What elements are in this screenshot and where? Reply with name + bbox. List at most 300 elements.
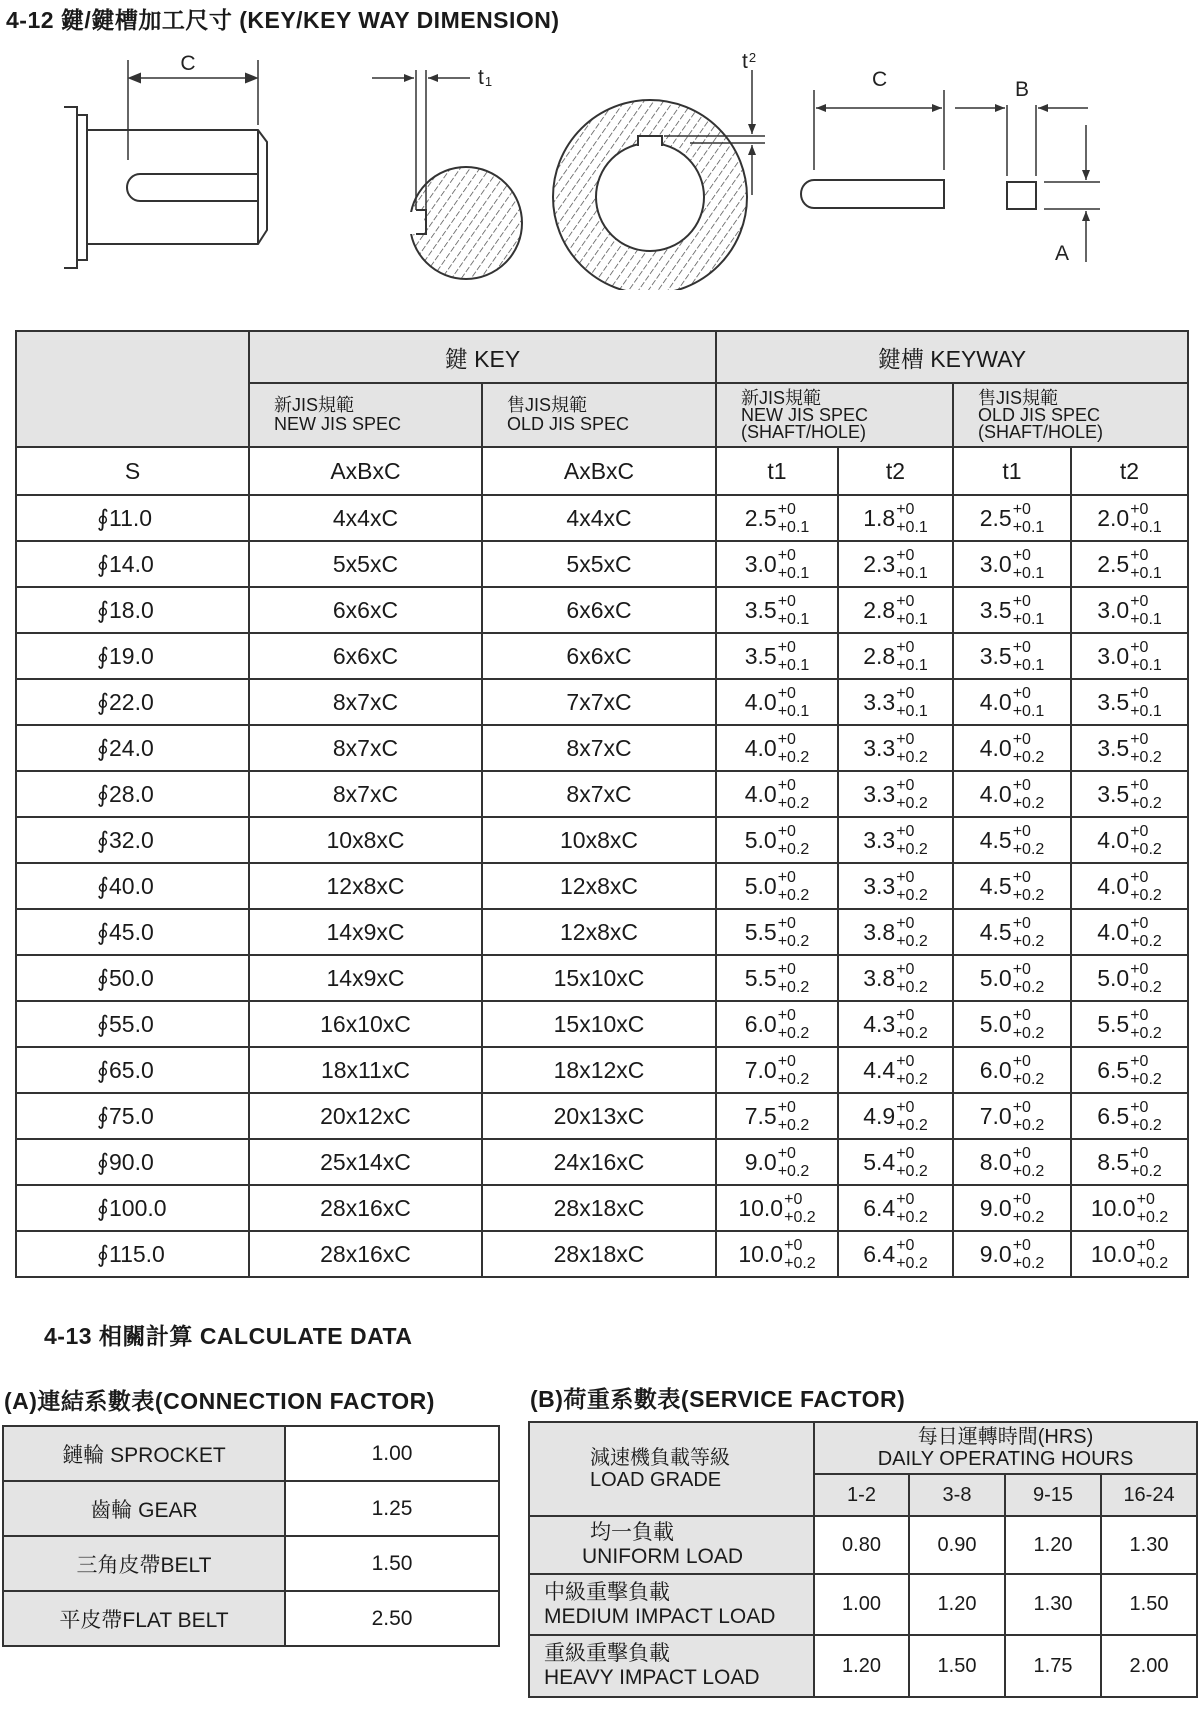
new-t1-cell: [716, 955, 838, 1001]
nominal-value: 5.0: [979, 964, 1012, 991]
toleranced-value: [863, 686, 928, 719]
old-t2-cell: [1071, 909, 1188, 955]
upper-tolerance: +0: [896, 914, 915, 932]
new-t1-cell: [716, 1047, 838, 1093]
table-row: [3, 1536, 499, 1591]
old-key-size-cell: 6x6xC: [482, 587, 716, 633]
service-factor-cell: 1.00: [814, 1574, 909, 1635]
shaft-diameter-cell: ∮22.0: [16, 679, 249, 725]
toleranced-value: [980, 1238, 1045, 1271]
lower-tolerance: +0.2: [896, 978, 928, 996]
lower-tolerance: +0.2: [896, 1162, 928, 1180]
new-t1-cell: [716, 725, 838, 771]
old-t1-cell: [953, 587, 1071, 633]
nominal-value: 5.0: [1097, 964, 1130, 991]
service-factor-cell: 2.00: [1101, 1635, 1197, 1697]
service-factor-table: [528, 1421, 1198, 1698]
load-type-english: UNIFORM LOAD: [582, 1545, 744, 1568]
table-row: [16, 679, 1188, 725]
old-t2-cell: [1071, 1047, 1188, 1093]
new-key-size-cell: 18x11xC: [249, 1047, 482, 1093]
old-t1-cell: [953, 955, 1071, 1001]
old-t2-cell: [1071, 863, 1188, 909]
table-row: [529, 1635, 1197, 1697]
new-t2-cell: [838, 587, 953, 633]
tolerance-stack: [896, 1192, 928, 1225]
lower-tolerance: +0.2: [1136, 1208, 1169, 1226]
old-t1-cell: [953, 1001, 1071, 1047]
toleranced-value: [980, 778, 1045, 811]
upper-tolerance: +0: [1130, 1098, 1149, 1116]
old-t2-cell: [1071, 817, 1188, 863]
shaft-diameter-cell: ∮11.0: [16, 495, 249, 541]
table-row: [16, 771, 1188, 817]
nominal-value: 7.0: [979, 1102, 1012, 1129]
upper-tolerance: +0: [896, 730, 915, 748]
nominal-value: 3.0: [1097, 642, 1130, 669]
old-key-size-cell: 28x18xC: [482, 1231, 716, 1277]
tolerance-stack: [1013, 1192, 1045, 1225]
table-row: [16, 863, 1188, 909]
toleranced-value: [1097, 732, 1162, 765]
tolerance-stack: [1013, 1008, 1045, 1041]
nominal-value: 2.8: [863, 642, 896, 669]
lower-tolerance: +0.2: [1012, 840, 1045, 858]
upper-tolerance: +0: [1130, 1052, 1149, 1070]
nominal-value: 4.0: [979, 780, 1012, 807]
old-key-size-cell: 18x12xC: [482, 1047, 716, 1093]
upper-tolerance: +0: [896, 500, 915, 518]
new-t1-cell: [716, 1001, 838, 1047]
lower-tolerance: +0.2: [777, 886, 810, 904]
tolerance-stack: [1130, 778, 1162, 811]
shaft-diameter-cell: ∮14.0: [16, 541, 249, 587]
col-axbxc-new-header: AxBxC: [249, 447, 482, 495]
tolerance-stack: [1013, 916, 1045, 949]
nominal-value: 3.0: [1097, 596, 1130, 623]
service-factor-cell: 1.50: [1101, 1574, 1197, 1635]
tolerance-stack: [1130, 1100, 1162, 1133]
upper-tolerance: +0: [1012, 638, 1031, 656]
toleranced-value: [738, 1238, 815, 1271]
toleranced-value: [745, 1146, 810, 1179]
nominal-value: 10.0: [1090, 1194, 1136, 1221]
lower-tolerance: +0.2: [1012, 1162, 1045, 1180]
old-key-size-cell: 6x6xC: [482, 633, 716, 679]
old-key-size-cell: 12x8xC: [482, 863, 716, 909]
upper-tolerance: +0: [1012, 730, 1031, 748]
upper-tolerance: +0: [1136, 1190, 1155, 1208]
new-key-size-cell: 5x5xC: [249, 541, 482, 587]
old-t1-cell: [953, 1047, 1071, 1093]
col-t2-old-header: t2: [1071, 447, 1188, 495]
toleranced-value: [1097, 686, 1162, 719]
new-t1-cell: [716, 771, 838, 817]
connection-factor-cell: 1.25: [285, 1481, 499, 1536]
toleranced-value: [980, 686, 1045, 719]
upper-tolerance: +0: [777, 500, 796, 518]
service-factor-cell: 1.50: [909, 1635, 1005, 1697]
toleranced-value: [980, 640, 1045, 673]
toleranced-value: [745, 1100, 810, 1133]
service-factor-cell: 1.20: [909, 1574, 1005, 1635]
toleranced-value: [863, 870, 928, 903]
nominal-value: 4.0: [1097, 872, 1130, 899]
lower-tolerance: +0.1: [1012, 610, 1045, 628]
old-t2-cell: [1071, 1139, 1188, 1185]
tolerance-stack: [1013, 778, 1045, 811]
new-t1-cell: [716, 863, 838, 909]
nominal-value: 3.0: [979, 550, 1012, 577]
nominal-value: 4.4: [863, 1056, 896, 1083]
lower-tolerance: +0.2: [1130, 886, 1162, 904]
old-t2-cell: [1071, 725, 1188, 771]
upper-tolerance: +0: [896, 1144, 915, 1162]
connection-type-cell: 齒輪 GEAR: [3, 1481, 285, 1536]
upper-tolerance: +0: [896, 684, 915, 702]
tolerance-stack: [1013, 1238, 1045, 1271]
lower-tolerance: +0.2: [1012, 932, 1045, 950]
toleranced-value: [980, 1054, 1045, 1087]
nominal-value: 4.0: [1097, 918, 1130, 945]
old-jis-key-header: 售JIS規範 OLD JIS SPEC: [482, 383, 716, 447]
toleranced-value: [980, 1100, 1045, 1133]
nominal-value: 4.0: [979, 688, 1012, 715]
new-t2-cell: [838, 1231, 953, 1277]
old-t1-cell: [953, 1231, 1071, 1277]
old-key-size-cell: 5x5xC: [482, 541, 716, 587]
upper-tolerance: +0: [1130, 500, 1149, 518]
toleranced-value: [745, 1008, 810, 1041]
new-t2-cell: [838, 1093, 953, 1139]
tolerance-stack: [1013, 594, 1045, 627]
col-t1-new-header: t1: [716, 447, 838, 495]
load-type-english: MEDIUM IMPACT LOAD: [544, 1604, 776, 1628]
toleranced-value: [980, 732, 1045, 765]
service-factor-cell: 0.90: [909, 1516, 1005, 1574]
upper-tolerance: +0: [777, 684, 796, 702]
upper-tolerance: +0: [1012, 684, 1031, 702]
tolerance-stack: [778, 732, 810, 765]
tolerance-stack: [1137, 1238, 1169, 1271]
upper-tolerance: +0: [1012, 1236, 1031, 1254]
nominal-value: 2.5: [1097, 550, 1130, 577]
nominal-value: 3.5: [1097, 734, 1130, 761]
new-t1-cell: [716, 633, 838, 679]
tolerance-stack: [778, 1054, 810, 1087]
upper-tolerance: +0: [777, 1006, 796, 1024]
upper-tolerance: +0: [777, 730, 796, 748]
connection-type-cell: 三角皮帶BELT: [3, 1536, 285, 1591]
nominal-value: 5.5: [744, 964, 777, 991]
new-t1-cell: [716, 587, 838, 633]
load-type-cell: [529, 1574, 814, 1635]
old-key-size-cell: 10x8xC: [482, 817, 716, 863]
new-t2-cell: [838, 1185, 953, 1231]
new-key-size-cell: 8x7xC: [249, 771, 482, 817]
new-t2-cell: [838, 955, 953, 1001]
upper-tolerance: +0: [777, 592, 796, 610]
shaft-diameter-cell: ∮65.0: [16, 1047, 249, 1093]
upper-tolerance: +0: [1012, 592, 1031, 610]
toleranced-value: [1091, 1192, 1168, 1225]
lower-tolerance: +0.2: [896, 1024, 928, 1042]
old-t1-cell: [953, 679, 1071, 725]
upper-tolerance: +0: [1130, 592, 1149, 610]
nominal-value: 7.0: [744, 1056, 777, 1083]
old-key-size-cell: 7x7xC: [482, 679, 716, 725]
upper-tolerance: +0: [1012, 1098, 1031, 1116]
nominal-value: 10.0: [1090, 1240, 1136, 1267]
hours-16-24: 16-24: [1101, 1474, 1197, 1516]
toleranced-value: [1097, 870, 1162, 903]
upper-tolerance: +0: [1012, 1052, 1031, 1070]
toleranced-value: [980, 502, 1045, 535]
nominal-value: 3.8: [863, 964, 896, 991]
hours-3-8: 3-8: [909, 1474, 1005, 1516]
upper-tolerance: +0: [777, 822, 796, 840]
nominal-value: 3.5: [744, 596, 777, 623]
nominal-value: 4.3: [863, 1010, 896, 1037]
lower-tolerance: +0.2: [896, 748, 928, 766]
upper-tolerance: +0: [777, 1098, 796, 1116]
toleranced-value: [863, 824, 928, 857]
lower-tolerance: +0.2: [784, 1208, 816, 1226]
tolerance-stack: [778, 1008, 810, 1041]
old-t1-cell: [953, 1139, 1071, 1185]
tolerance-stack: [896, 870, 928, 903]
lower-tolerance: +0.2: [784, 1254, 816, 1272]
toleranced-value: [745, 640, 810, 673]
old-key-size-cell: 8x7xC: [482, 771, 716, 817]
hours-1-2: 1-2: [814, 1474, 909, 1516]
toleranced-value: [1097, 594, 1162, 627]
tolerance-stack: [896, 824, 928, 857]
lower-tolerance: +0.2: [777, 1162, 810, 1180]
tolerance-stack: [1130, 640, 1162, 673]
old-t1-cell: [953, 495, 1071, 541]
lower-tolerance: +0.2: [777, 1116, 810, 1134]
old-jis-keyway-header: 售JIS規範 OLD JIS SPEC (SHAFT/HOLE): [953, 383, 1188, 447]
tolerance-stack: [778, 778, 810, 811]
tolerance-stack: [1013, 962, 1045, 995]
upper-tolerance: +0: [1012, 914, 1031, 932]
upper-tolerance: +0: [1012, 1190, 1031, 1208]
col-t2-new-header: t2: [838, 447, 953, 495]
nominal-value: 6.5: [1097, 1102, 1130, 1129]
corner-cell: [16, 331, 249, 447]
nominal-value: 3.5: [979, 596, 1012, 623]
tolerance-stack: [1137, 1192, 1169, 1225]
tolerance-stack: [1130, 1054, 1162, 1087]
nominal-value: 7.5: [744, 1102, 777, 1129]
nominal-value: 6.5: [1097, 1056, 1130, 1083]
toleranced-value: [745, 548, 810, 581]
lower-tolerance: +0.1: [896, 656, 928, 674]
upper-tolerance: +0: [777, 868, 796, 886]
upper-tolerance: +0: [777, 914, 796, 932]
upper-tolerance: +0: [784, 1236, 803, 1254]
new-key-size-cell: 10x8xC: [249, 817, 482, 863]
toleranced-value: [1097, 1146, 1162, 1179]
toleranced-value: [863, 502, 928, 535]
nominal-value: 3.3: [863, 826, 896, 853]
lower-tolerance: +0.2: [896, 794, 928, 812]
table-row: [16, 955, 1188, 1001]
key-dimension-table: [15, 330, 1189, 1278]
tolerance-stack: [896, 502, 928, 535]
upper-tolerance: +0: [1130, 960, 1149, 978]
toleranced-value: [1097, 502, 1162, 535]
new-key-size-cell: 14x9xC: [249, 909, 482, 955]
tolerance-stack: [896, 916, 928, 949]
tolerance-stack: [896, 640, 928, 673]
table-row: [529, 1574, 1197, 1635]
nominal-value: 9.0: [744, 1148, 777, 1175]
lower-tolerance: +0.2: [1012, 794, 1045, 812]
old-t2-cell: [1071, 495, 1188, 541]
toleranced-value: [745, 962, 810, 995]
lower-tolerance: +0.2: [777, 840, 810, 858]
new-key-size-cell: 8x7xC: [249, 725, 482, 771]
new-t1-cell: [716, 1231, 838, 1277]
tolerance-stack: [1130, 1008, 1162, 1041]
old-key-size-cell: 24x16xC: [482, 1139, 716, 1185]
lower-tolerance: +0.2: [1012, 748, 1045, 766]
lower-tolerance: +0.1: [1012, 702, 1045, 720]
table-row: [16, 1231, 1188, 1277]
shaft-diameter-cell: ∮90.0: [16, 1139, 249, 1185]
dim-t2-label: $t^2$: [742, 50, 757, 73]
toleranced-value: [1097, 916, 1162, 949]
shaft-diameter-cell: ∮50.0: [16, 955, 249, 1001]
toleranced-value: [1097, 548, 1162, 581]
tolerance-stack: [778, 686, 810, 719]
lower-tolerance: +0.1: [896, 518, 928, 536]
upper-tolerance: +0: [1130, 776, 1149, 794]
nominal-value: 8.0: [979, 1148, 1012, 1175]
tolerance-stack: [1013, 1100, 1045, 1133]
new-key-size-cell: 12x8xC: [249, 863, 482, 909]
table-row: [16, 1139, 1188, 1185]
table-row: [16, 1093, 1188, 1139]
table-row: [16, 495, 1188, 541]
upper-tolerance: +0: [896, 638, 915, 656]
shaft-diameter-cell: ∮55.0: [16, 1001, 249, 1047]
nominal-value: 2.0: [1097, 504, 1130, 531]
old-key-size-cell: 15x10xC: [482, 955, 716, 1001]
toleranced-value: [863, 548, 928, 581]
toleranced-value: [1097, 1008, 1162, 1041]
lower-tolerance: +0.2: [1130, 1024, 1162, 1042]
nominal-value: 3.3: [863, 734, 896, 761]
hours-9-15: 9-15: [1005, 1474, 1101, 1516]
tolerance-stack: [778, 594, 810, 627]
toleranced-value: [863, 1146, 928, 1179]
toleranced-value: [863, 1238, 928, 1271]
table-row: [3, 1426, 499, 1481]
load-type-cell: [529, 1516, 814, 1574]
nominal-value: 9.0: [979, 1194, 1012, 1221]
toleranced-value: [863, 594, 928, 627]
section-title-key-dimension: 4-12 鍵/鍵槽加工尺寸 (KEY/KEY WAY DIMENSION): [6, 7, 560, 33]
service-factor-cell: 0.80: [814, 1516, 909, 1574]
nominal-value: 2.8: [863, 596, 896, 623]
toleranced-value: [745, 502, 810, 535]
nominal-value: 5.4: [863, 1148, 896, 1175]
dim-c-label-1: C: [180, 52, 196, 75]
connection-factor-cell: 1.50: [285, 1536, 499, 1591]
nominal-value: 6.0: [744, 1010, 777, 1037]
lower-tolerance: +0.2: [1130, 978, 1162, 996]
upper-tolerance: +0: [777, 638, 796, 656]
old-t1-cell: [953, 1185, 1071, 1231]
upper-tolerance: +0: [1130, 868, 1149, 886]
new-t2-cell: [838, 633, 953, 679]
new-key-size-cell: 8x7xC: [249, 679, 482, 725]
lower-tolerance: +0.1: [1130, 656, 1162, 674]
old-t2-cell: [1071, 1093, 1188, 1139]
new-key-size-cell: 14x9xC: [249, 955, 482, 1001]
old-t1-cell: [953, 1093, 1071, 1139]
tolerance-stack: [896, 778, 928, 811]
toleranced-value: [863, 778, 928, 811]
lower-tolerance: +0.1: [1012, 656, 1045, 674]
daily-hours-header: 每日運轉時間(HRS) DAILY OPERATING HOURS: [814, 1422, 1197, 1474]
tolerance-stack: [778, 640, 810, 673]
lower-tolerance: +0.1: [777, 518, 810, 536]
hub-cross-section: [553, 70, 765, 290]
nominal-value: 5.5: [1097, 1010, 1130, 1037]
upper-tolerance: +0: [1012, 500, 1031, 518]
tolerance-stack: [1013, 686, 1045, 719]
upper-tolerance: +0: [896, 960, 915, 978]
toleranced-value: [1097, 962, 1162, 995]
service-factor-cell: 1.30: [1005, 1574, 1101, 1635]
tolerance-stack: [896, 548, 928, 581]
new-key-size-cell: 4x4xC: [249, 495, 482, 541]
lower-tolerance: +0.2: [1012, 1070, 1045, 1088]
lower-tolerance: +0.2: [1130, 794, 1162, 812]
tolerance-stack: [1130, 824, 1162, 857]
upper-tolerance: +0: [896, 1190, 915, 1208]
new-key-size-cell: 28x16xC: [249, 1185, 482, 1231]
old-key-size-cell: 20x13xC: [482, 1093, 716, 1139]
lower-tolerance: +0.2: [896, 1116, 928, 1134]
lower-tolerance: +0.2: [777, 1024, 810, 1042]
load-type-chinese: 重級重擊負載: [544, 1642, 670, 1665]
toleranced-value: [745, 824, 810, 857]
nominal-value: 3.0: [744, 550, 777, 577]
nominal-value: 5.0: [744, 826, 777, 853]
toleranced-value: [745, 594, 810, 627]
toleranced-value: [863, 962, 928, 995]
shaft-side-view: [64, 60, 267, 268]
toleranced-value: [980, 824, 1045, 857]
lower-tolerance: +0.2: [1130, 840, 1162, 858]
nominal-value: 6.4: [863, 1194, 896, 1221]
table-row: [16, 725, 1188, 771]
upper-tolerance: +0: [896, 776, 915, 794]
upper-tolerance: +0: [777, 1144, 796, 1162]
toleranced-value: [745, 778, 810, 811]
tolerance-stack: [1013, 824, 1045, 857]
dim-a-label: A: [1055, 242, 1070, 265]
nominal-value: 4.5: [979, 872, 1012, 899]
lower-tolerance: +0.2: [1130, 1162, 1162, 1180]
connection-factor-table: [2, 1425, 500, 1647]
nominal-value: 10.0: [738, 1240, 784, 1267]
